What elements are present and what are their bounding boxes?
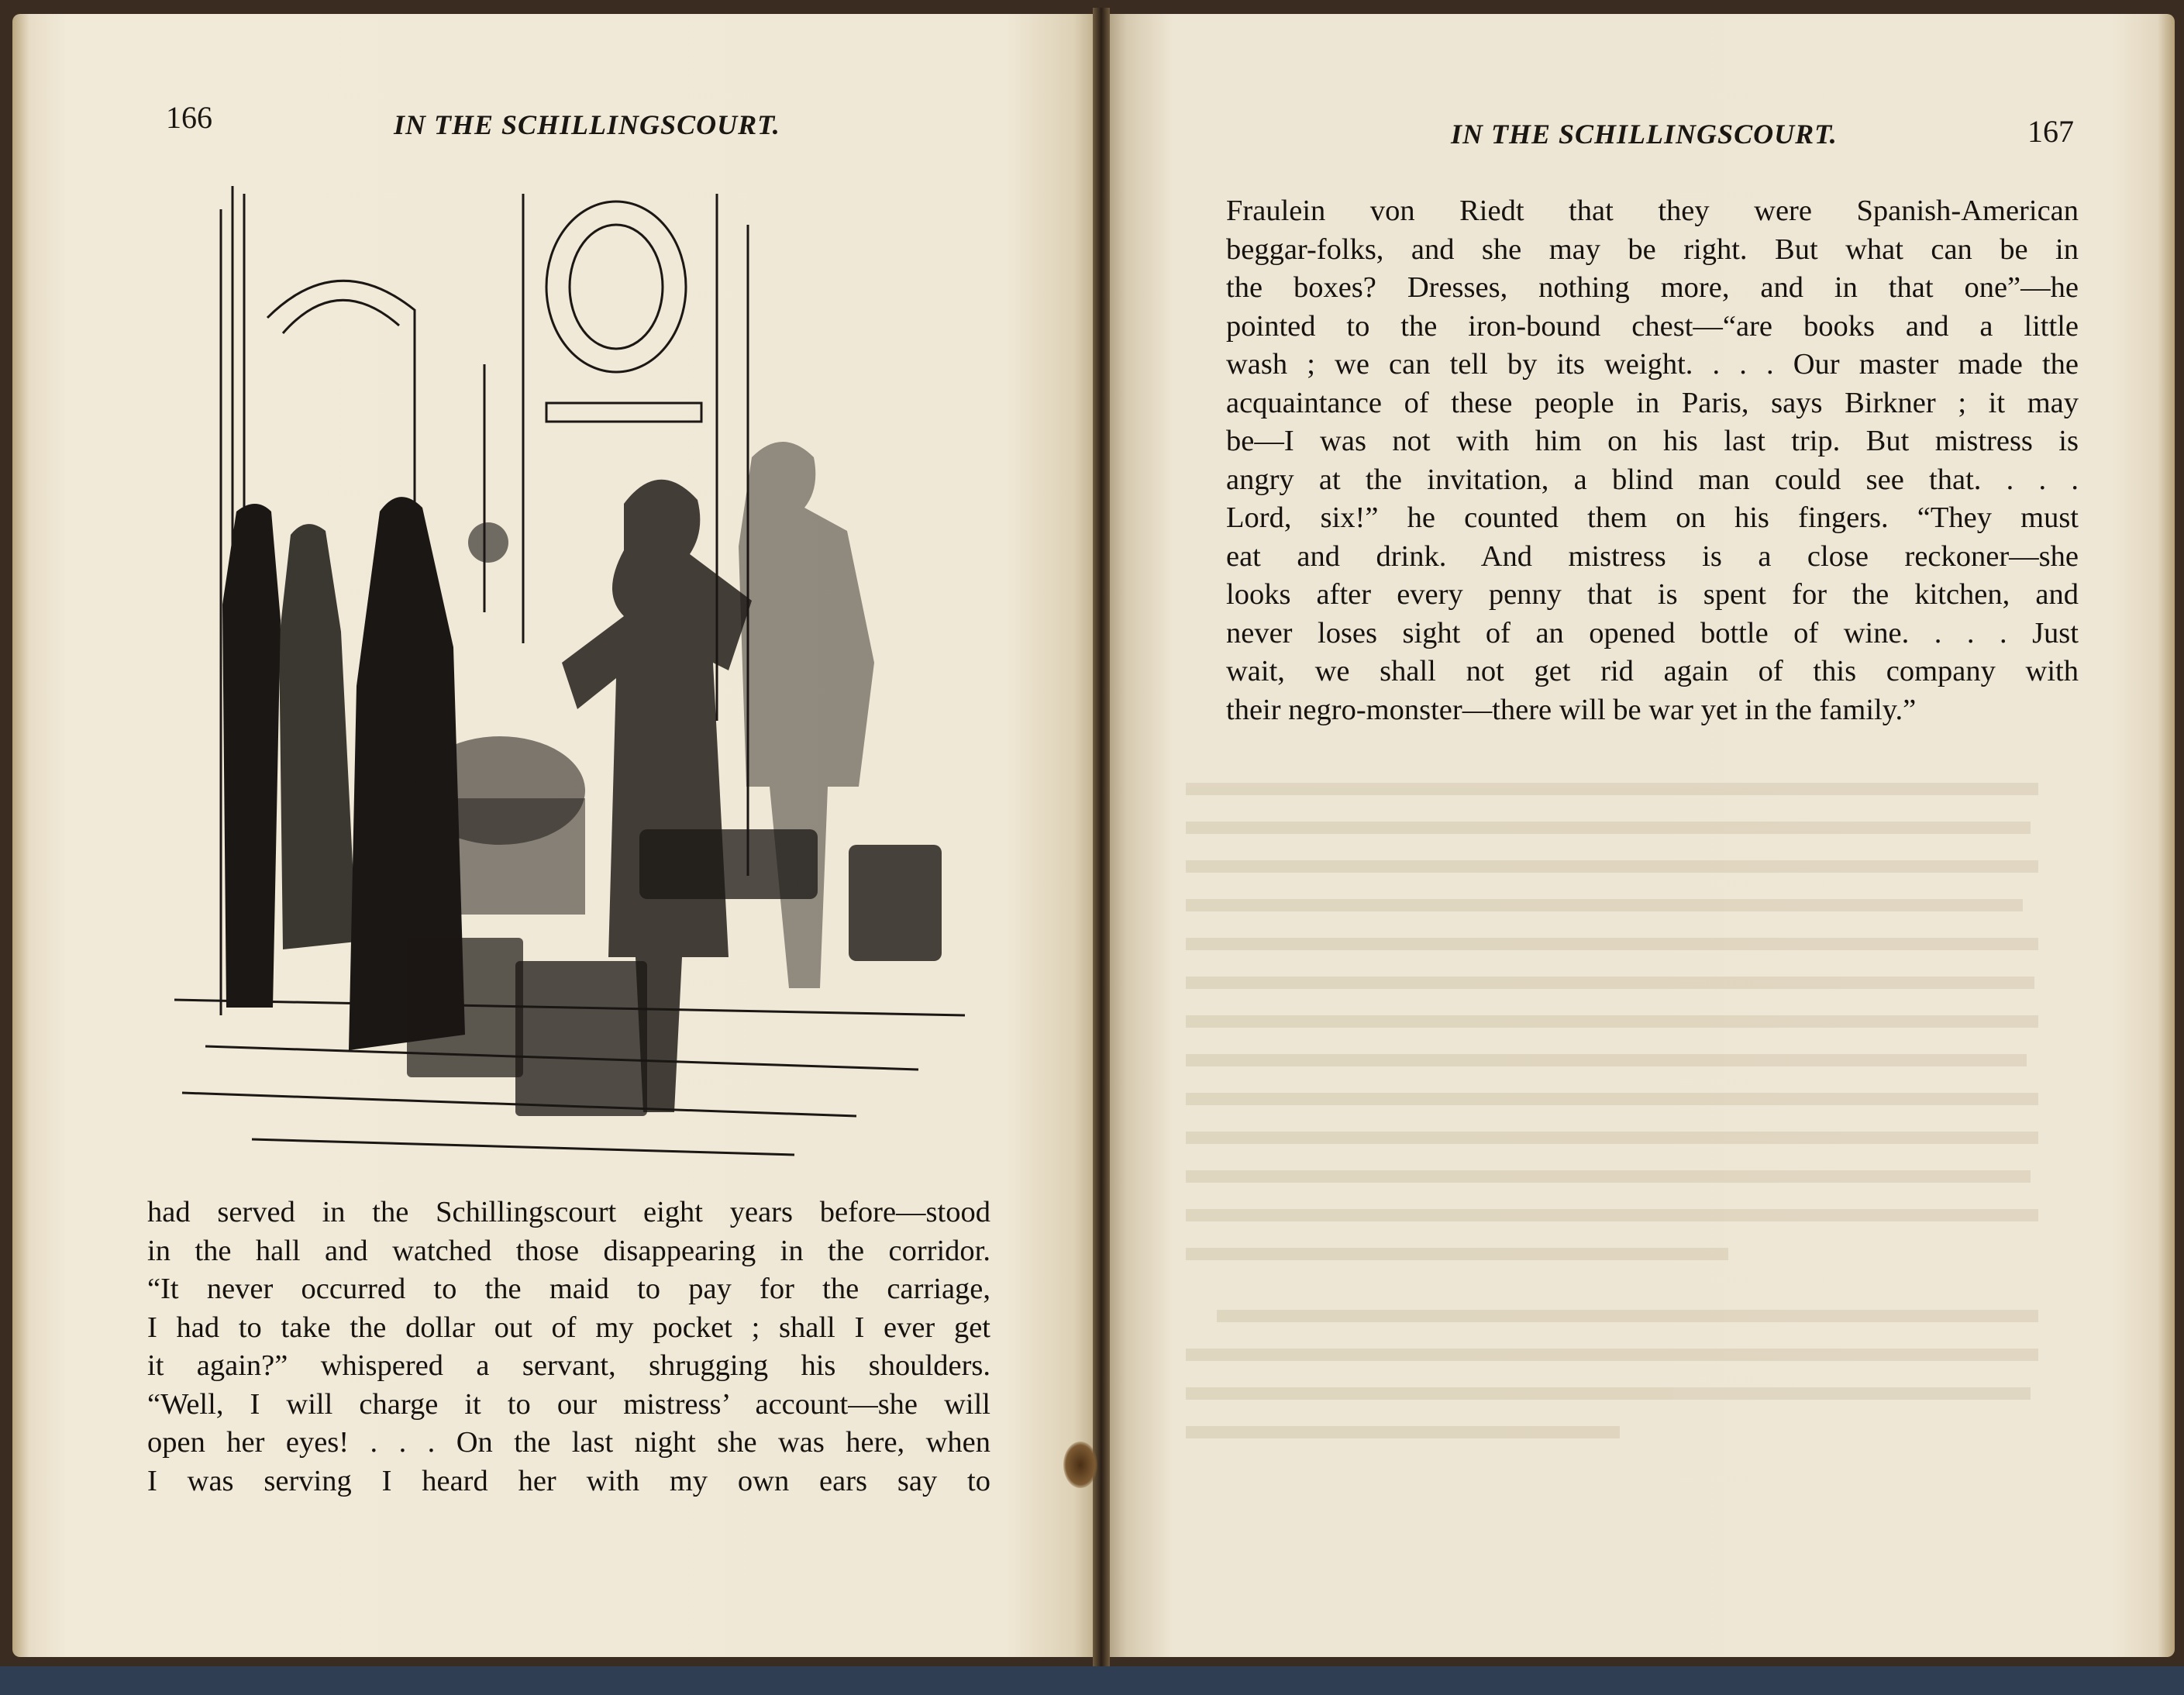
left-page-number: 166 [166, 100, 212, 135]
text-line: “Well, I will charge it to our mistress’ account—she will [147, 1387, 990, 1421]
text-line: Fraulein von Riedt that they were Spanish-American [1226, 195, 2079, 227]
text-line: I had to take the dollar out of my pocket ; shall I ever get [147, 1311, 990, 1344]
text-line: open her eyes! . . . On the last night she was here, when [147, 1426, 990, 1459]
text-line: their negro-monster—there will be war yet in the family.” [1226, 693, 1917, 726]
text-line: wait, we shall not get rid again of this company with [1226, 655, 2079, 687]
right-running-head: IN THE SCHILLINGSCOURT. [1451, 119, 1838, 150]
right-page-text [1226, 192, 2079, 729]
engraving-servants-in-hall-icon [159, 178, 996, 1186]
text-line: acquaintance of these people in Paris, says Birkner ; it may [1226, 386, 2079, 419]
text-line: had served in the Schillingscourt eight years before—stood [147, 1196, 990, 1228]
text-line: angry at the invitation, a blind man could see that. . . . [1226, 463, 2079, 496]
scan-background-strip [0, 1666, 2184, 1695]
left-running-head: IN THE SCHILLINGSCOURT. [394, 109, 780, 140]
text-line: never loses sight of an opened bottle of wine. . . . Just [1226, 616, 2079, 649]
right-page-number: 167 [2027, 114, 2074, 149]
left-page-text [147, 1194, 990, 1500]
text-line: I was serving I heard her with my own ears say to [147, 1464, 990, 1497]
text-line: the boxes? Dresses, nothing more, and in that one”—he [1226, 271, 2079, 304]
book-gutter [1093, 8, 1110, 1666]
text-line: Lord, six!” he counted them on his fingers. “They must [1226, 501, 2079, 534]
text-line: eat and drink. And mistress is a close reckoner—she [1226, 539, 2079, 573]
bleed-through-texture [1186, 775, 2069, 1473]
text-line: it again?” whispered a servant, shrugging his shoulders. [147, 1349, 990, 1382]
text-line: looks after every penny that is spent for the kitchen, and [1226, 578, 2079, 611]
text-line: wash ; we can tell by its weight. . . . Our master made the [1226, 348, 2079, 381]
text-line: “It never occurred to the maid to pay for the carriage, [147, 1273, 990, 1305]
text-line: be—I was not with him on his last trip. But mistress is [1226, 425, 2079, 457]
text-line: beggar-folks, and she may be right. But what can be in [1226, 233, 2079, 266]
page-stain [1063, 1442, 1097, 1488]
text-line: pointed to the iron-bound chest—“are books and a little [1226, 309, 2079, 343]
text-line: in the hall and watched those disappearing in the corridor. [147, 1234, 990, 1267]
